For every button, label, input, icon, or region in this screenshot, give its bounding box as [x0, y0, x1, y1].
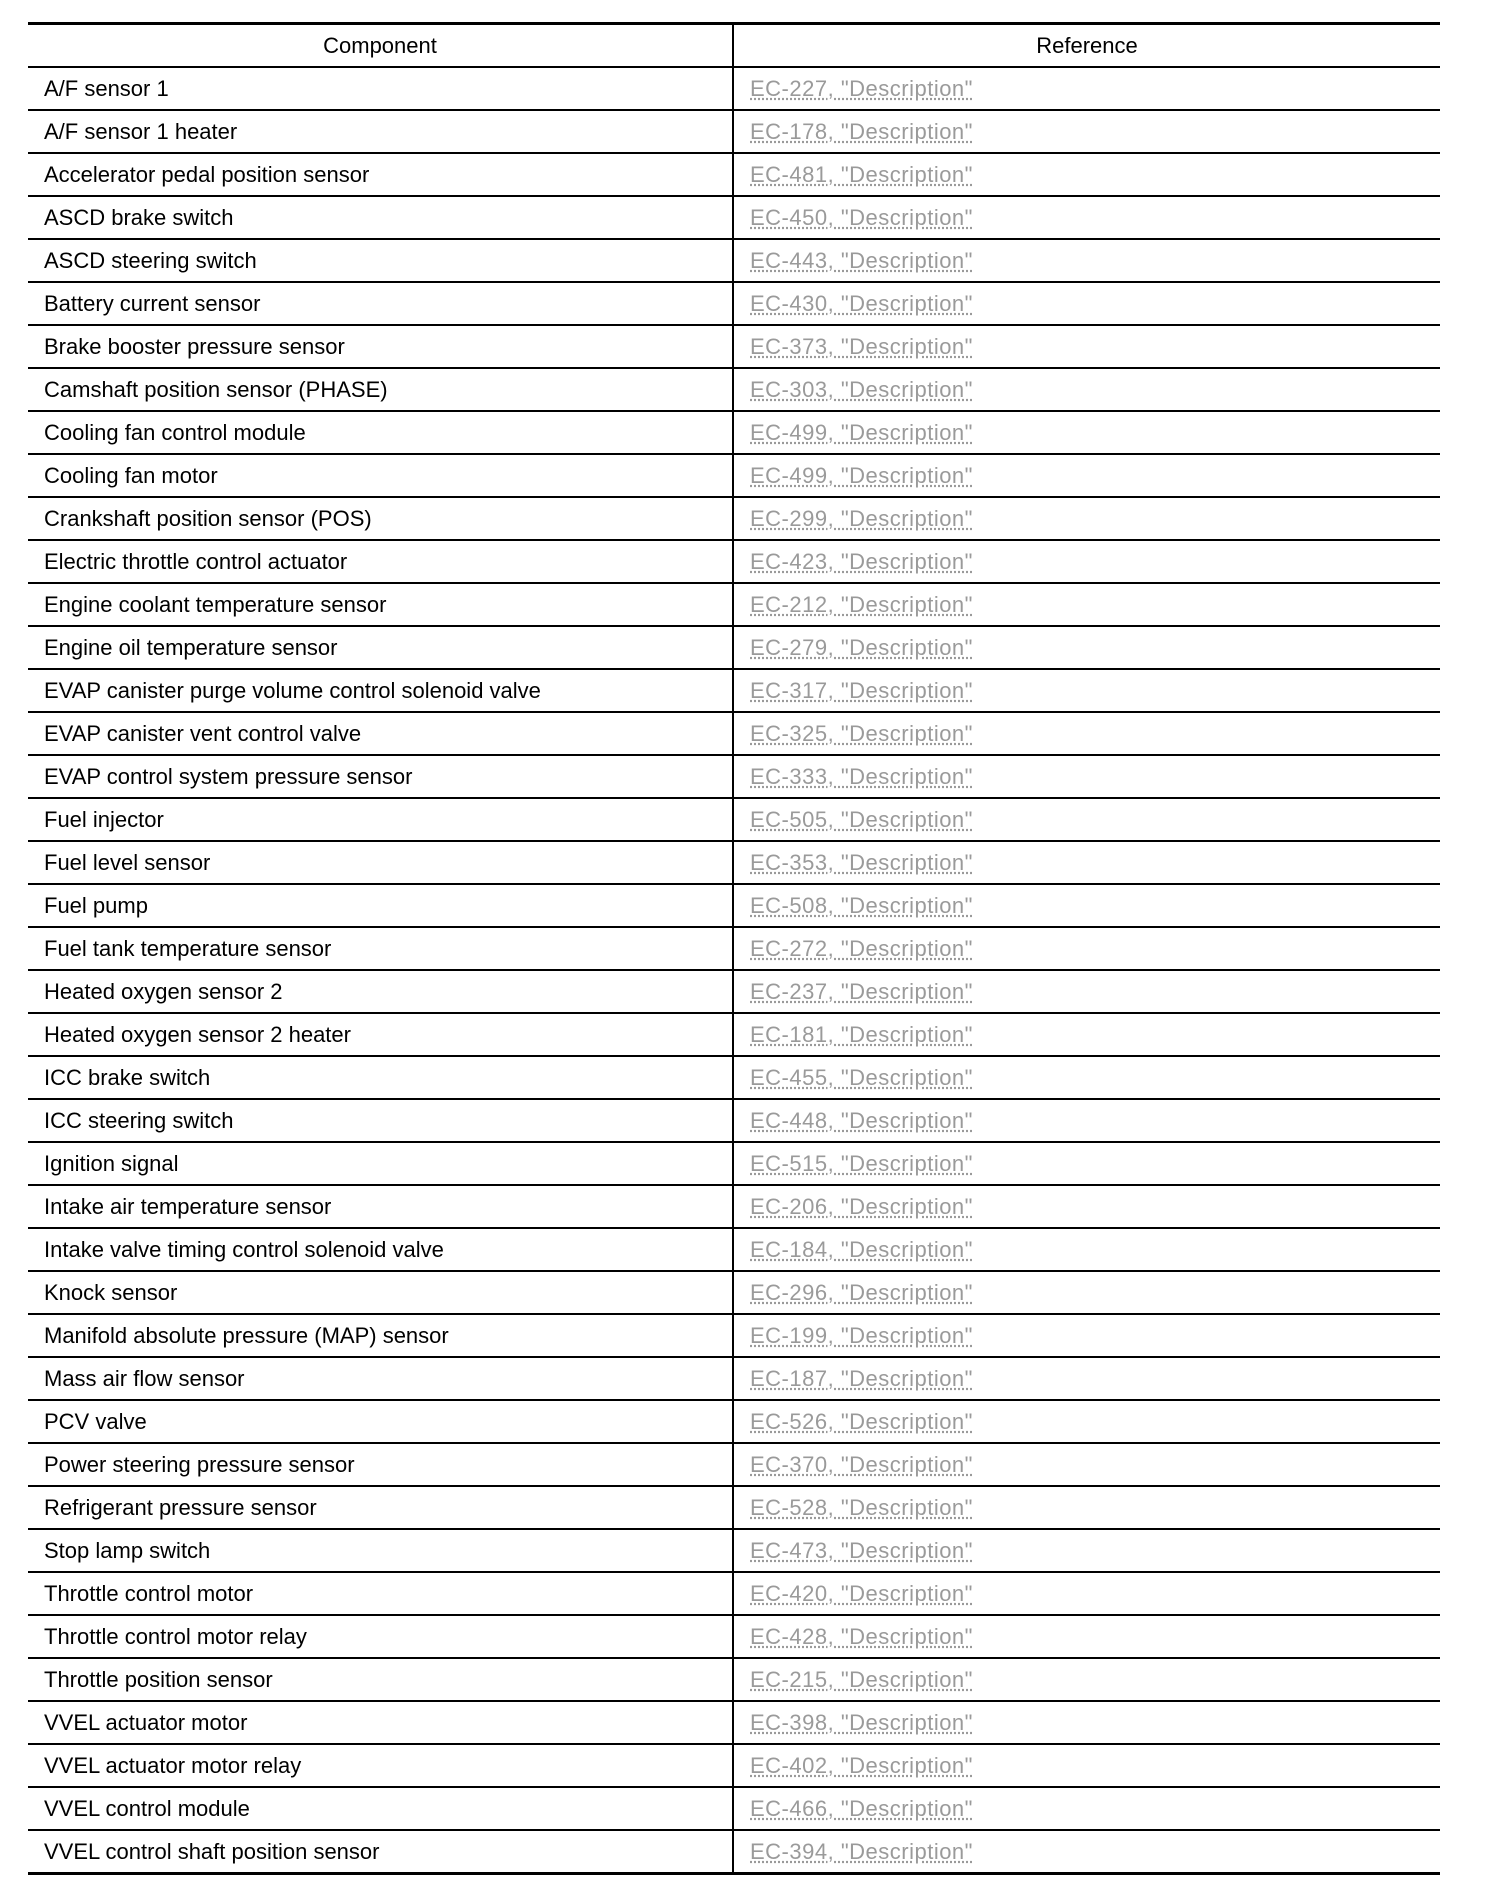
- reference-cell: [733, 1572, 1440, 1615]
- component-name: Heated oxygen sensor 2: [28, 970, 733, 1013]
- reference-link[interactable]: EC-373, "Description": [750, 333, 973, 359]
- table-row: [28, 1013, 1440, 1056]
- component-name: Refrigerant pressure sensor: [28, 1486, 733, 1529]
- table-row: [28, 1056, 1440, 1099]
- reference-cell: [733, 1142, 1440, 1185]
- reference-link[interactable]: EC-325, "Description": [750, 720, 973, 746]
- component-name: Mass air flow sensor: [28, 1357, 733, 1400]
- component-name: Engine oil temperature sensor: [28, 626, 733, 669]
- table-row: [28, 1701, 1440, 1744]
- reference-link[interactable]: EC-450, "Description": [750, 204, 973, 230]
- reference-link[interactable]: EC-227, "Description": [750, 75, 973, 101]
- component-name: EVAP canister purge volume control solenoid valve: [28, 669, 733, 712]
- reference-cell: [733, 1529, 1440, 1572]
- table-row: [28, 1572, 1440, 1615]
- component-name: Camshaft position sensor (PHASE): [28, 368, 733, 411]
- component-name: Cooling fan motor: [28, 454, 733, 497]
- reference-cell: [733, 411, 1440, 454]
- reference-cell: [733, 196, 1440, 239]
- reference-cell: [733, 1443, 1440, 1486]
- reference-link[interactable]: EC-526, "Description": [750, 1408, 973, 1434]
- reference-link[interactable]: EC-178, "Description": [750, 118, 973, 144]
- table-row: [28, 1443, 1440, 1486]
- table-row: [28, 67, 1440, 110]
- reference-cell: [733, 712, 1440, 755]
- reference-cell: [733, 970, 1440, 1013]
- reference-cell: [733, 540, 1440, 583]
- reference-cell: [733, 927, 1440, 970]
- reference-link[interactable]: EC-423, "Description": [750, 548, 973, 574]
- component-name: Brake booster pressure sensor: [28, 325, 733, 368]
- component-name: Crankshaft position sensor (POS): [28, 497, 733, 540]
- reference-link[interactable]: EC-430, "Description": [750, 290, 973, 316]
- component-name: ASCD steering switch: [28, 239, 733, 282]
- reference-link[interactable]: EC-515, "Description": [750, 1150, 973, 1176]
- table-row: [28, 282, 1440, 325]
- table-row: [28, 712, 1440, 755]
- reference-cell: [733, 884, 1440, 927]
- table-row: [28, 884, 1440, 927]
- reference-cell: [733, 282, 1440, 325]
- reference-cell: [733, 1701, 1440, 1744]
- component-name: Fuel tank temperature sensor: [28, 927, 733, 970]
- table-row: [28, 1185, 1440, 1228]
- table-row: [28, 841, 1440, 884]
- reference-link[interactable]: EC-394, "Description": [750, 1838, 973, 1864]
- table-row: [28, 239, 1440, 282]
- component-name: EVAP canister vent control valve: [28, 712, 733, 755]
- component-name: Heated oxygen sensor 2 heater: [28, 1013, 733, 1056]
- reference-cell: [733, 1615, 1440, 1658]
- reference-cell: [733, 67, 1440, 110]
- reference-cell: [733, 1744, 1440, 1787]
- table-row: [28, 1787, 1440, 1830]
- reference-cell: [733, 1228, 1440, 1271]
- header-reference: Reference: [733, 24, 1440, 68]
- reference-link[interactable]: EC-505, "Description": [750, 806, 973, 832]
- table-row: [28, 626, 1440, 669]
- reference-cell: [733, 669, 1440, 712]
- table-row: [28, 325, 1440, 368]
- reference-link[interactable]: EC-443, "Description": [750, 247, 973, 273]
- reference-link[interactable]: EC-212, "Description": [750, 591, 973, 617]
- reference-link[interactable]: EC-499, "Description": [750, 419, 973, 445]
- reference-link[interactable]: EC-353, "Description": [750, 849, 973, 875]
- component-name: VVEL control module: [28, 1787, 733, 1830]
- component-name: Knock sensor: [28, 1271, 733, 1314]
- component-name: Fuel pump: [28, 884, 733, 927]
- reference-link[interactable]: EC-528, "Description": [750, 1494, 973, 1520]
- reference-link[interactable]: EC-184, "Description": [750, 1236, 973, 1262]
- component-name: Battery current sensor: [28, 282, 733, 325]
- table-row: [28, 1099, 1440, 1142]
- component-name: Electric throttle control actuator: [28, 540, 733, 583]
- table-body: [28, 67, 1440, 1874]
- component-name: Intake valve timing control solenoid valve: [28, 1228, 733, 1271]
- table-row: [28, 1615, 1440, 1658]
- reference-link[interactable]: EC-499, "Description": [750, 462, 973, 488]
- component-name: Intake air temperature sensor: [28, 1185, 733, 1228]
- reference-cell: [733, 1099, 1440, 1142]
- component-name: ASCD brake switch: [28, 196, 733, 239]
- reference-link[interactable]: EC-215, "Description": [750, 1666, 973, 1692]
- header-component: Component: [28, 24, 733, 68]
- table-row: [28, 1744, 1440, 1787]
- reference-cell: [733, 755, 1440, 798]
- table-row: [28, 1271, 1440, 1314]
- reference-link[interactable]: EC-187, "Description": [750, 1365, 973, 1391]
- reference-link[interactable]: EC-402, "Description": [750, 1752, 973, 1778]
- component-name: VVEL actuator motor relay: [28, 1744, 733, 1787]
- component-name: Stop lamp switch: [28, 1529, 733, 1572]
- reference-link[interactable]: EC-237, "Description": [750, 978, 973, 1004]
- reference-cell: [733, 841, 1440, 884]
- table-row: [28, 196, 1440, 239]
- reference-link[interactable]: EC-448, "Description": [750, 1107, 973, 1133]
- table-row: [28, 798, 1440, 841]
- table-row: [28, 1314, 1440, 1357]
- reference-link[interactable]: EC-299, "Description": [750, 505, 973, 531]
- reference-cell: [733, 1314, 1440, 1357]
- table-header: [28, 24, 1440, 68]
- reference-cell: [733, 1486, 1440, 1529]
- reference-cell: [733, 626, 1440, 669]
- component-name: Manifold absolute pressure (MAP) sensor: [28, 1314, 733, 1357]
- reference-link[interactable]: EC-466, "Description": [750, 1795, 973, 1821]
- reference-cell: [733, 325, 1440, 368]
- table-row: [28, 1529, 1440, 1572]
- reference-cell: [733, 1357, 1440, 1400]
- reference-link[interactable]: EC-206, "Description": [750, 1193, 973, 1219]
- component-name: VVEL actuator motor: [28, 1701, 733, 1744]
- table-row: [28, 1486, 1440, 1529]
- reference-link[interactable]: EC-455, "Description": [750, 1064, 973, 1090]
- table-row: [28, 411, 1440, 454]
- component-name: A/F sensor 1: [28, 67, 733, 110]
- reference-cell: [733, 153, 1440, 196]
- component-name: Throttle control motor relay: [28, 1615, 733, 1658]
- reference-cell: [733, 583, 1440, 626]
- reference-cell: [733, 110, 1440, 153]
- table-row: [28, 1830, 1440, 1874]
- reference-link[interactable]: EC-303, "Description": [750, 376, 973, 402]
- table-row: [28, 1357, 1440, 1400]
- component-name: Throttle position sensor: [28, 1658, 733, 1701]
- reference-link[interactable]: EC-199, "Description": [750, 1322, 973, 1348]
- table-row: [28, 755, 1440, 798]
- reference-cell: [733, 1400, 1440, 1443]
- reference-cell: [733, 1185, 1440, 1228]
- reference-link[interactable]: EC-420, "Description": [750, 1580, 973, 1606]
- table-row: [28, 368, 1440, 411]
- reference-cell: [733, 1056, 1440, 1099]
- table-row: [28, 454, 1440, 497]
- reference-cell: [733, 798, 1440, 841]
- component-name: Ignition signal: [28, 1142, 733, 1185]
- component-name: A/F sensor 1 heater: [28, 110, 733, 153]
- reference-link[interactable]: EC-398, "Description": [750, 1709, 973, 1735]
- reference-cell: [733, 1271, 1440, 1314]
- component-name: Engine coolant temperature sensor: [28, 583, 733, 626]
- reference-link[interactable]: EC-481, "Description": [750, 161, 973, 187]
- table-row: [28, 540, 1440, 583]
- reference-link[interactable]: EC-181, "Description": [750, 1021, 973, 1047]
- reference-link[interactable]: EC-508, "Description": [750, 892, 973, 918]
- header-row: [28, 24, 1440, 68]
- component-name: Accelerator pedal position sensor: [28, 153, 733, 196]
- table-row: [28, 1228, 1440, 1271]
- reference-link[interactable]: EC-370, "Description": [750, 1451, 973, 1477]
- component-name: ICC steering switch: [28, 1099, 733, 1142]
- reference-link[interactable]: EC-279, "Description": [750, 634, 973, 660]
- table-row: [28, 1400, 1440, 1443]
- component-name: EVAP control system pressure sensor: [28, 755, 733, 798]
- component-name: VVEL control shaft position sensor: [44, 1838, 380, 1864]
- table-row: [28, 110, 1440, 153]
- reference-link[interactable]: EC-333, "Description": [750, 763, 973, 789]
- reference-link[interactable]: EC-296, "Description": [750, 1279, 973, 1305]
- reference-cell: [733, 1787, 1440, 1830]
- reference-cell: [733, 1658, 1440, 1701]
- table-row: [28, 669, 1440, 712]
- reference-link[interactable]: EC-473, "Description": [750, 1537, 973, 1563]
- reference-cell: [733, 497, 1440, 540]
- component-name: Cooling fan control module: [28, 411, 733, 454]
- reference-cell: [733, 1013, 1440, 1056]
- table-row: [28, 1658, 1440, 1701]
- component-name: Power steering pressure sensor: [28, 1443, 733, 1486]
- component-name: Fuel injector: [28, 798, 733, 841]
- component-name: ICC brake switch: [28, 1056, 733, 1099]
- table-row: [28, 970, 1440, 1013]
- reference-cell: [733, 454, 1440, 497]
- table-row: [28, 1142, 1440, 1185]
- component-name: Throttle control motor: [28, 1572, 733, 1615]
- table-row: [28, 153, 1440, 196]
- reference-link[interactable]: EC-317, "Description": [750, 677, 973, 703]
- reference-cell: [733, 239, 1440, 282]
- reference-cell: [733, 368, 1440, 411]
- reference-link[interactable]: EC-272, "Description": [750, 935, 973, 961]
- reference-cell: [733, 1830, 1440, 1874]
- component-name: PCV valve: [28, 1400, 733, 1443]
- component-name: Fuel level sensor: [28, 841, 733, 884]
- table-row: [28, 497, 1440, 540]
- table-row: [28, 927, 1440, 970]
- table-row: [28, 583, 1440, 626]
- reference-link[interactable]: EC-428, "Description": [750, 1623, 973, 1649]
- component-reference-table: [28, 22, 1440, 1875]
